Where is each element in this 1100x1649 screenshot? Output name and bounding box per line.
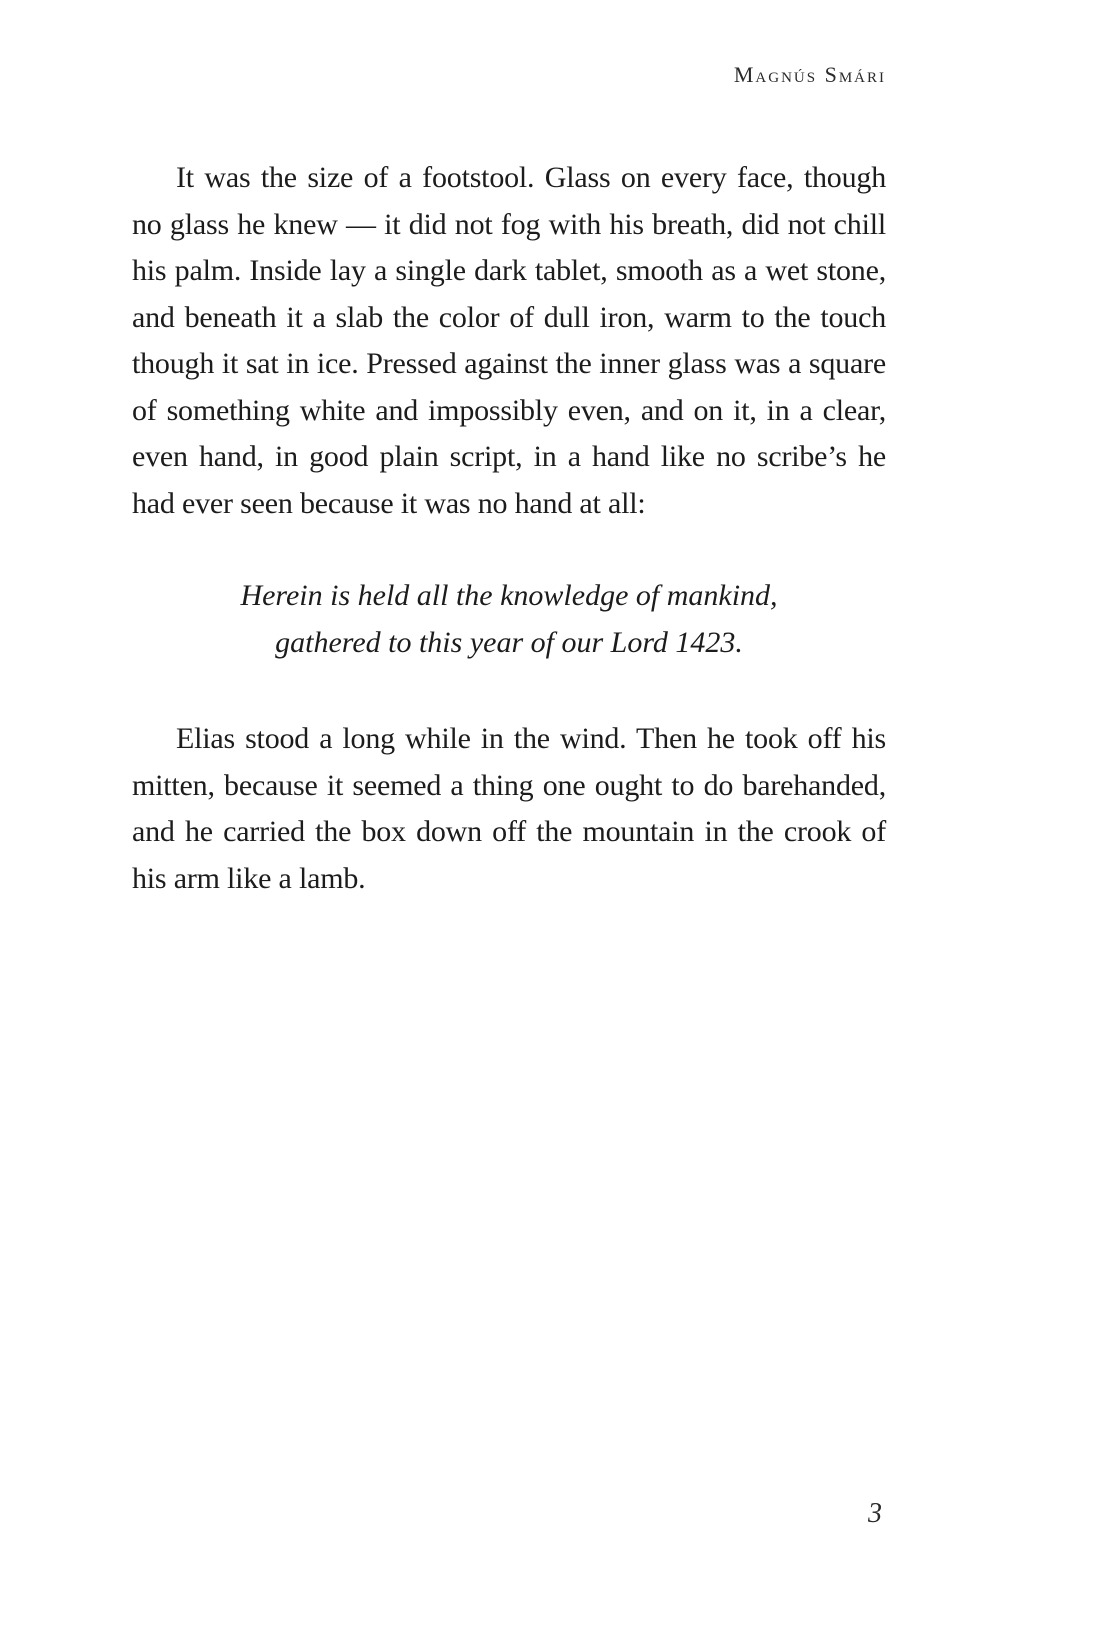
inscription-line: Herein is held all the knowledge of mankind, (240, 579, 778, 612)
page-number: 3 (868, 1498, 882, 1529)
running-head-author: Magnús Smári (733, 62, 886, 87)
inscription-line: gathered to this year of our Lord 1423. (275, 626, 743, 659)
body-paragraph: It was the size of a footstool. Glass on every face, though no glass he knew — it did not fog with his breath, did not chill his palm. Inside lay a single dark tablet, smooth as a wet stone, and beneath it a slab the color of dull iron, warm to the touch though it sat in ice. Pressed against the inner glass was a square of something white and impossibly even, and on it, in a clear, even hand, in good plain script, in a hand like no scribe’s he had ever seen because it was no hand at all: (132, 161, 886, 520)
body-paragraph: Elias stood a long while in the wind. Then he took off his mitten, because it seemed a thing one ought to do barehanded, and he carried the box down off the mountain in the crook of his arm like a lamb. (132, 722, 886, 895)
inscription-block (132, 572, 886, 666)
